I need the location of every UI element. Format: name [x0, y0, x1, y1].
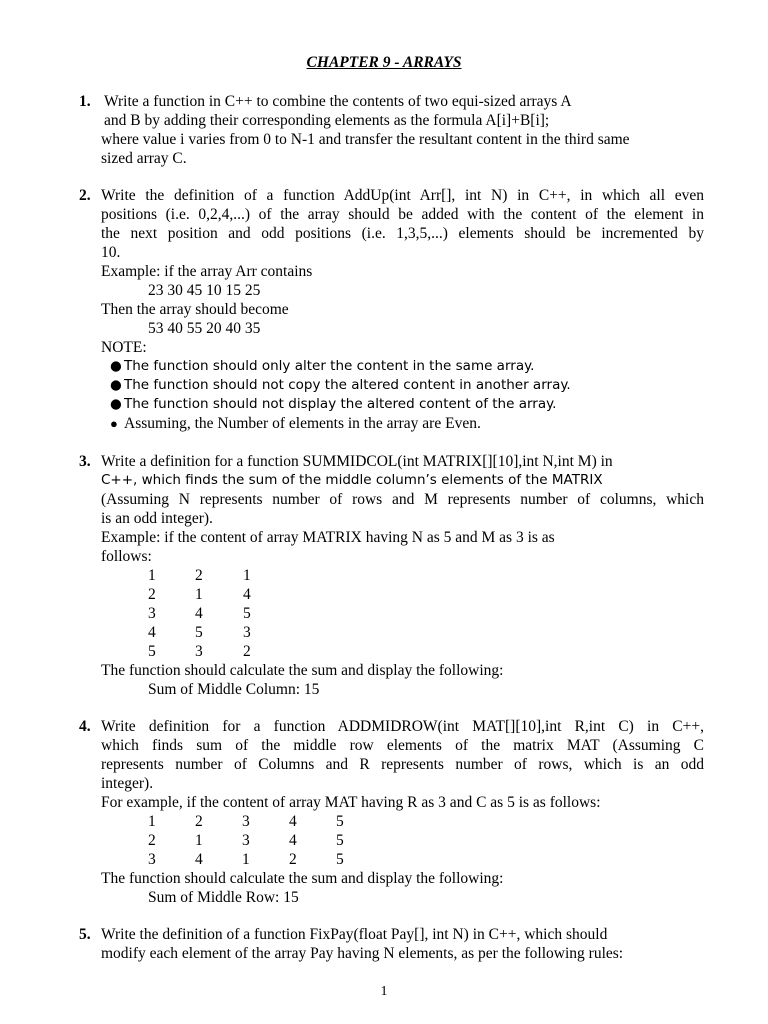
matrix-cell: 2 [148, 586, 156, 603]
matrix-cell: 2 [289, 851, 297, 868]
matrix-cell: 5 [148, 643, 156, 660]
bullet-icon: ● [110, 358, 122, 374]
q2-bullet: ● The function should only alter the content in the same array. [110, 358, 535, 374]
matrix-cell: 1 [195, 832, 203, 849]
matrix-cell: 2 [148, 832, 156, 849]
q4-line: which finds sum of the middle row elements of the matrix MAT (Assuming C [101, 737, 704, 754]
q4-line: represents number of Columns and R represents number of rows, which is an odd [101, 756, 704, 773]
q4-line: Write definition for a function ADDMIDROW(int MAT[][10],int R,int C) in C++, [101, 718, 704, 735]
q3-line: is an odd integer). [101, 510, 213, 527]
q2-line: Write the definition of a function AddUp(int Arr[], int N) in C++, in which all even [101, 187, 704, 204]
q3-line: C++, which finds the sum of the middle column’s elements of the MATRIX [101, 472, 603, 488]
q2-line: the next position and odd positions (i.e. 1,3,5,...) elements should be incremented by [101, 225, 704, 242]
q1-line: sized array C. [101, 150, 187, 167]
q3-result: Sum of Middle Column: 15 [148, 681, 320, 698]
matrix-cell: 1 [242, 851, 250, 868]
q2-line: 10. [101, 244, 121, 261]
matrix-cell: 3 [242, 832, 250, 849]
matrix-cell: 5 [336, 851, 344, 868]
q1-line: where value i varies from 0 to N-1 and transfer the resultant content in the third same [101, 131, 630, 148]
q2-line: positions (i.e. 0,2,4,...) of the array should be added with the content of the element in [101, 206, 704, 223]
bullet-icon: ● [110, 396, 122, 412]
q4-line: For example, if the content of array MAT having R as 3 and C as 5 is as follows: [101, 794, 601, 811]
matrix-cell: 4 [195, 851, 203, 868]
q2-bullet: ● The function should not display the altered content of the array. [110, 396, 557, 412]
matrix-cell: 2 [195, 567, 203, 584]
matrix-cell: 4 [148, 624, 156, 641]
q3-line: follows: [101, 548, 152, 565]
matrix-cell: 2 [243, 643, 251, 660]
page-number: 1 [380, 984, 388, 999]
q3-line: Example: if the content of array MATRIX having N as 5 and M as 3 is as [101, 529, 555, 546]
q2-bullet: ● The function should not copy the altered content in another array. [110, 377, 571, 393]
bullet-icon: ● [110, 416, 118, 431]
matrix-cell: 3 [242, 813, 250, 830]
q5-line: Write the definition of a function FixPay(float Pay[], int N) in C++, which should [101, 926, 608, 943]
q1-line: Write a function in C++ to combine the contents of two equi-sized arrays A [104, 93, 572, 110]
chapter-title: CHAPTER 9 - ARRAYS [306, 54, 462, 71]
q4-line: The function should calculate the sum and display the following: [101, 870, 504, 887]
q2-example: Example: if the array Arr contains [101, 263, 313, 280]
q2-bullet: ● Assuming, the Number of elements in the array are Even. [110, 415, 481, 432]
matrix-cell: 2 [195, 813, 203, 830]
q5-line: modify each element of the array Pay having N elements, as per the following rules: [101, 945, 624, 962]
matrix-cell: 1 [195, 586, 203, 603]
matrix-cell: 4 [289, 813, 297, 830]
q4-line: integer). [101, 775, 154, 792]
q2-array-after: 53 40 55 20 40 35 [148, 320, 261, 337]
q3-number: 3. [79, 453, 91, 470]
q1-number: 1. [79, 93, 91, 110]
q3-line: (Assuming N represents number of rows and M represents number of columns, which [101, 491, 704, 508]
q1-line: and B by adding their corresponding elements as the formula A[i]+B[i]; [104, 112, 550, 129]
matrix-cell: 5 [243, 605, 251, 622]
q2-note: NOTE: [101, 339, 147, 356]
matrix-cell: 3 [148, 605, 156, 622]
matrix-cell: 3 [243, 624, 251, 641]
q4-number: 4. [79, 718, 91, 735]
matrix-cell: 4 [289, 832, 297, 849]
matrix-cell: 4 [195, 605, 203, 622]
q3-line: The function should calculate the sum and display the following: [101, 662, 504, 679]
matrix-cell: 5 [336, 813, 344, 830]
q5-number: 5. [79, 926, 91, 943]
q2-then: Then the array should become [101, 301, 289, 318]
q3-line: Write a definition for a function SUMMIDCOL(int MATRIX[][10],int N,int M) in [101, 453, 613, 470]
q4-result: Sum of Middle Row: 15 [148, 889, 299, 906]
matrix-cell: 1 [243, 567, 251, 584]
matrix-cell: 5 [195, 624, 203, 641]
matrix-cell: 4 [243, 586, 251, 603]
matrix-cell: 1 [148, 813, 156, 830]
matrix-cell: 3 [195, 643, 203, 660]
matrix-cell: 1 [148, 567, 156, 584]
bullet-icon: ● [110, 377, 122, 393]
matrix-cell: 5 [336, 832, 344, 849]
q2-array-before: 23 30 45 10 15 25 [148, 282, 261, 299]
q2-number: 2. [79, 187, 91, 204]
matrix-cell: 3 [148, 851, 156, 868]
